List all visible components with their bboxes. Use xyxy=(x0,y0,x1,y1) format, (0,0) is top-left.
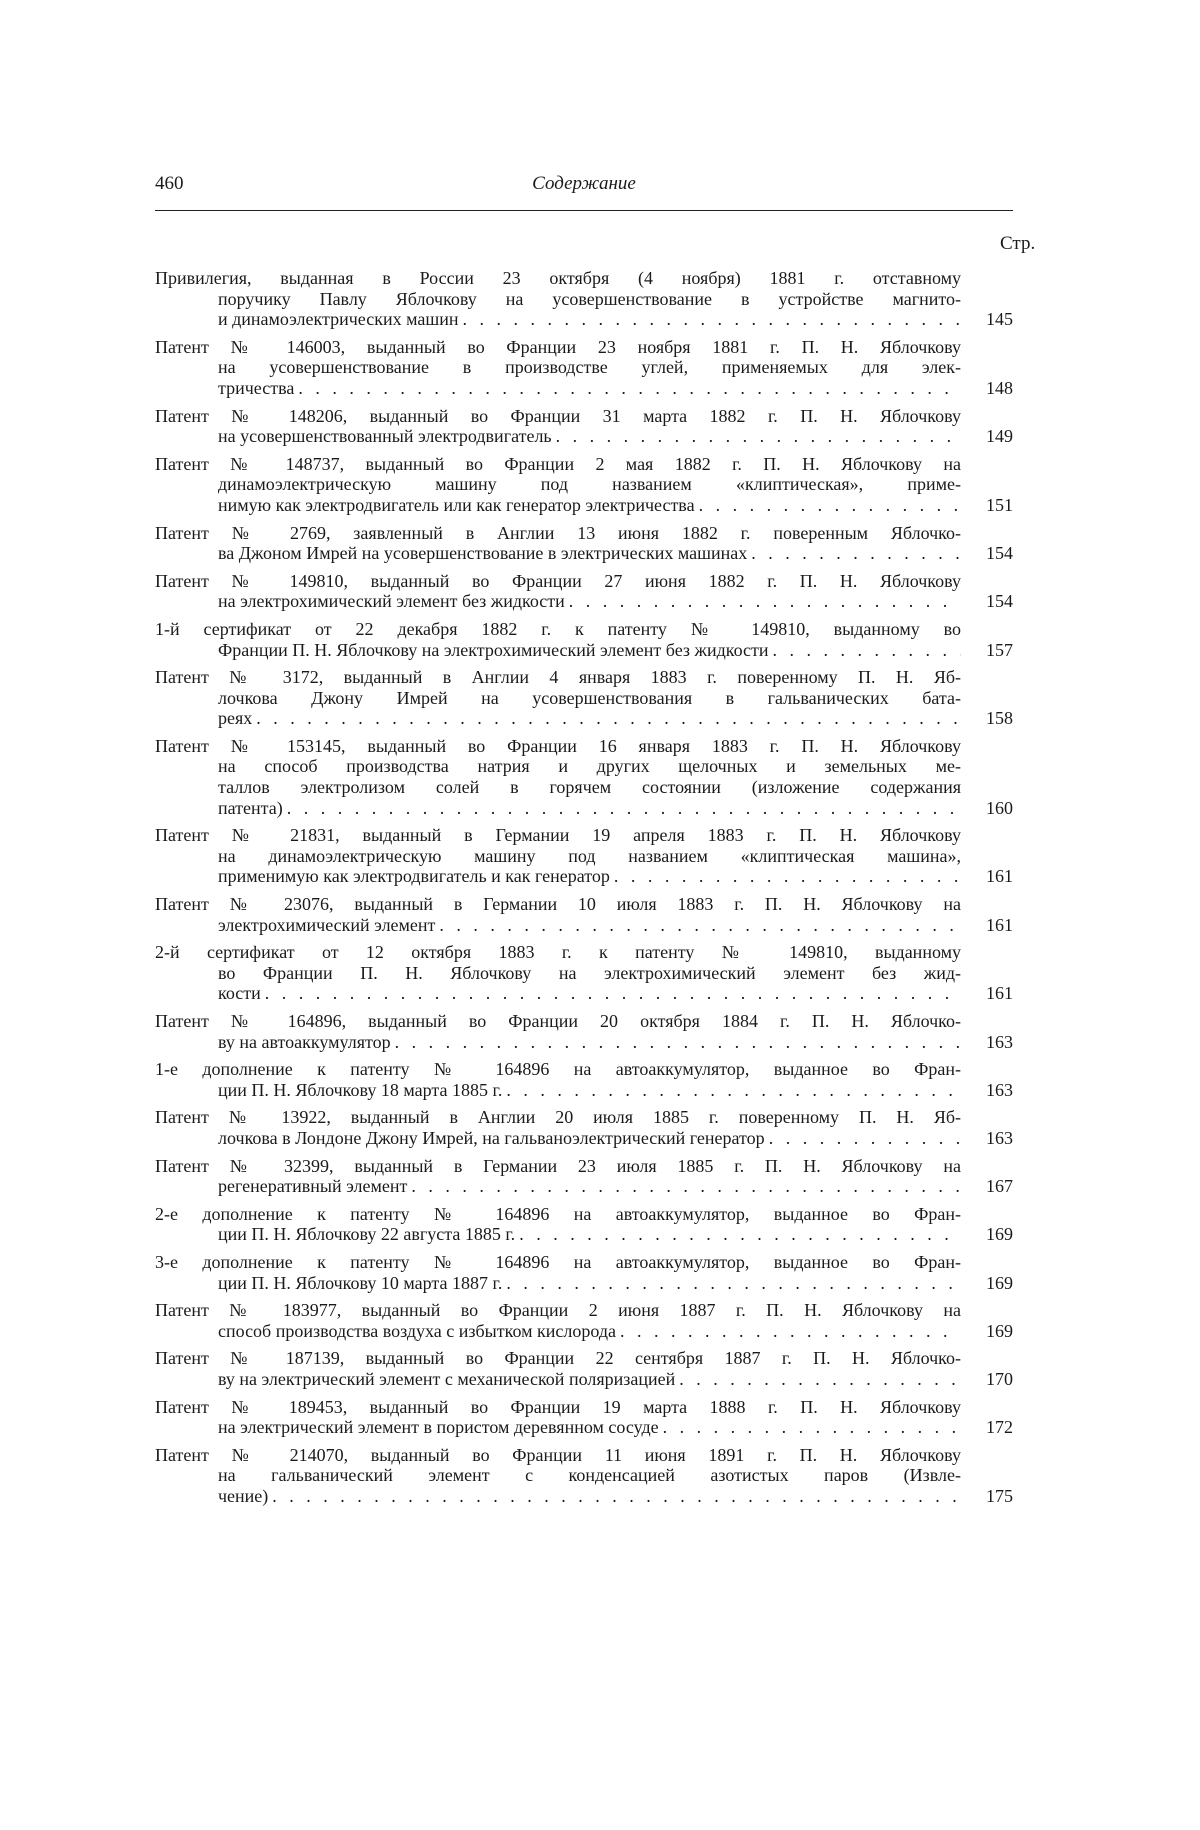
dot-leader xyxy=(614,866,961,887)
toc-page-number: 154 xyxy=(986,591,1013,612)
toc-entry xyxy=(155,894,1013,935)
toc-entry xyxy=(155,1445,1013,1507)
toc-entry-line: Патент № 32399, выданный в Германии 23 июля 1885 г. П. Н. Яблочкову на xyxy=(155,1155,961,1176)
dot-leader xyxy=(751,543,961,564)
page-column-label: Стр. xyxy=(1000,233,1036,254)
toc-entry-line: Патент № 3172, выданный в Англии 4 января 1883 г. поверенному П. Н. Яб- xyxy=(155,667,961,688)
toc-entry xyxy=(155,337,1013,399)
toc-entry-text: тричества xyxy=(218,377,295,398)
dot-leader xyxy=(773,640,961,661)
toc-entry xyxy=(155,1348,1013,1389)
toc-page-number: 149 xyxy=(986,426,1013,447)
toc-entry-line: Патент № 148206, выданный во Франции 31 марта 1882 г. П. Н. Яблочкову xyxy=(155,405,961,426)
toc-page-number: 170 xyxy=(986,1368,1013,1389)
toc-page-number: 169 xyxy=(986,1320,1013,1341)
toc-entry-line xyxy=(155,1128,1013,1149)
toc-entry-line: на усовершенствование в производстве углей, применяемых для элек- xyxy=(218,357,961,378)
toc-entry xyxy=(155,942,1013,1004)
toc-entry-line: Привилегия, выданная в России 23 октября (4 ноября) 1881 г. отставному xyxy=(155,268,961,288)
toc-entry-line: Патент № 148737, выданный во Франции 2 мая 1882 г. П. Н. Яблочкову на xyxy=(155,453,961,474)
toc-page-number: 160 xyxy=(986,797,1013,818)
toc-entry-line xyxy=(155,798,1013,819)
toc-entry-line: Патент № 2769, заявленный в Англии 13 июня 1882 г. поверенным Яблочко- xyxy=(155,522,961,543)
toc-entry xyxy=(155,1300,1013,1341)
toc-page-number: 169 xyxy=(986,1224,1013,1245)
toc-entry-line xyxy=(155,591,1013,612)
toc-page-number: 169 xyxy=(986,1272,1013,1293)
toc-entry xyxy=(155,523,1013,564)
dot-leader xyxy=(411,1176,961,1197)
dot-leader xyxy=(699,495,961,516)
toc-entry-line xyxy=(155,866,1013,887)
toc-entry-line xyxy=(155,426,1013,447)
toc-page-number: 148 xyxy=(986,377,1013,398)
page-number: 460 xyxy=(155,173,184,194)
toc-entry xyxy=(155,1156,1013,1197)
toc-entry-text: регенеративный элемент xyxy=(218,1176,408,1197)
toc-entry xyxy=(155,825,1013,887)
toc-entry-line: на динамоэлектрическую машину под названием «клиптическая машина», xyxy=(218,845,961,866)
toc-entry-line: Патент № 183977, выданный во Франции 2 июня 1887 г. П. Н. Яблочкову на xyxy=(155,1300,961,1321)
toc-entry xyxy=(155,1397,1013,1438)
dot-leader xyxy=(769,1128,961,1149)
toc-entry-line xyxy=(155,1321,1013,1342)
toc-entry-text: ву на автоаккумулятор xyxy=(218,1031,391,1052)
toc-page-number: 175 xyxy=(986,1485,1013,1506)
toc-entry-line xyxy=(155,543,1013,564)
toc-entry-line xyxy=(155,708,1013,729)
toc-entry-line xyxy=(155,640,1013,661)
toc-entry-text: кости xyxy=(218,983,261,1004)
dot-leader xyxy=(256,708,961,729)
toc-entry-text: на электрохимический элемент без жидкости xyxy=(218,591,565,612)
toc-page-number: 163 xyxy=(986,1127,1013,1148)
toc-entry-text: реях xyxy=(218,708,253,729)
toc-entry-line: таллов электролизом солей в горячем состоянии (изложение содержания xyxy=(218,777,961,798)
toc-entry-text: лочкова в Лондоне Джону Имрей, на гальваноэлектрический генератор xyxy=(218,1127,765,1148)
toc-entry-line: динамоэлектрическую машину под названием «клиптическая», приме- xyxy=(218,474,961,495)
toc-entry-text: и динамоэлектрических машин xyxy=(218,309,459,330)
toc-page-number: 145 xyxy=(986,309,1013,330)
toc-entry-text: нимую как электродвигатель или как генератор электричества xyxy=(218,494,695,515)
toc-entry-text: ции П. Н. Яблочкову 22 августа 1885 г. xyxy=(218,1224,516,1245)
dot-leader xyxy=(506,1080,961,1101)
dot-leader xyxy=(556,426,961,447)
toc-entry-line: поручику Павлу Яблочкову на усовершенствование в устройстве магнито- xyxy=(218,288,961,309)
toc-entry-line: Патент № 153145, выданный во Франции 16 января 1883 г. П. Н. Яблочкову xyxy=(155,735,961,756)
dot-leader xyxy=(569,591,961,612)
toc-entry-text: чение) xyxy=(218,1485,269,1506)
toc-entry-line: Патент № 214070, выданный во Франции 11 июня 1891 г. П. Н. Яблочкову xyxy=(155,1444,961,1465)
toc-entry-text: патента) xyxy=(218,797,283,818)
toc-entry-line: Патент № 23076, выданный в Германии 10 июля 1883 г. П. Н. Яблочкову на xyxy=(155,894,961,915)
toc-entry xyxy=(155,1107,1013,1148)
toc-entry-text: ции П. Н. Яблочкову 10 марта 1887 г. xyxy=(218,1272,503,1293)
toc-entry-line: Патент № 13922, выданный в Англии 20 июля 1885 г. поверенному П. Н. Яб- xyxy=(155,1107,961,1128)
toc-entry-text: способ производства воздуха с избытком кислорода xyxy=(218,1320,616,1341)
toc-entry-line: 2-й сертификат от 12 октября 1883 г. к патенту № 149810, выданному xyxy=(155,942,961,963)
toc-page-number: 157 xyxy=(986,639,1013,660)
toc-entry-text: ва Джоном Имрей на усовершенствование в электрических машинах xyxy=(218,543,748,564)
toc-page-number: 161 xyxy=(986,983,1013,1004)
toc-entry-line xyxy=(155,1273,1013,1294)
toc-page-number: 172 xyxy=(986,1417,1013,1438)
toc-page-number: 151 xyxy=(986,494,1013,515)
dot-leader xyxy=(519,1224,961,1245)
toc-entry xyxy=(155,1059,1013,1100)
toc-entry-line xyxy=(155,309,1013,330)
toc-entry-text: ции П. Н. Яблочкову 18 марта 1885 г. xyxy=(218,1079,503,1100)
toc-entry xyxy=(155,454,1013,516)
dot-leader xyxy=(298,378,961,399)
table-of-contents xyxy=(155,268,1013,1513)
toc-entry-text: Франции П. Н. Яблочкову на электрохимический элемент без жидкости xyxy=(218,639,769,660)
toc-entry-line xyxy=(155,1080,1013,1101)
dot-leader xyxy=(679,1369,961,1390)
toc-entry xyxy=(155,736,1013,818)
toc-entry-line: Патент № 21831, выданный в Германии 19 апреля 1883 г. П. Н. Яблочкову xyxy=(155,825,961,846)
toc-entry-line xyxy=(155,1032,1013,1053)
toc-entry-line: 2-е дополнение к патенту № 164896 на автоаккумулятор, выданное во Фран- xyxy=(155,1203,961,1224)
toc-entry-line: во Франции П. Н. Яблочкову на электрохимический элемент без жид- xyxy=(218,962,961,983)
toc-entry-line xyxy=(155,1369,1013,1390)
toc-entry-line xyxy=(155,1417,1013,1438)
toc-entry xyxy=(155,619,1013,660)
dot-leader xyxy=(439,915,961,936)
toc-entry-text: электрохимический элемент xyxy=(218,914,436,935)
toc-entry xyxy=(155,1011,1013,1052)
running-title: Содержание xyxy=(532,173,636,194)
toc-entry-line: на гальванический элемент с конденсацией азотистых паров (Извле- xyxy=(218,1465,961,1486)
toc-entry-line xyxy=(155,378,1013,399)
toc-page-number: 161 xyxy=(986,914,1013,935)
toc-entry xyxy=(155,667,1013,729)
toc-entry-line: Патент № 164896, выданный во Франции 20 октября 1884 г. П. Н. Яблочко- xyxy=(155,1011,961,1031)
toc-entry xyxy=(155,1204,1013,1245)
dot-leader xyxy=(287,798,961,819)
toc-entry xyxy=(155,571,1013,612)
toc-entry-line: лочкова Джону Имрей на усовершенствования в гальванических бата- xyxy=(218,687,961,708)
toc-entry-line xyxy=(155,983,1013,1004)
toc-entry-line xyxy=(155,1176,1013,1197)
dot-leader xyxy=(506,1273,961,1294)
toc-page-number: 163 xyxy=(986,1031,1013,1052)
toc-entry-line: Патент № 146003, выданный во Франции 23 ноября 1881 г. П. Н. Яблочкову xyxy=(155,336,961,357)
toc-entry-line xyxy=(155,915,1013,936)
toc-entry-line xyxy=(155,495,1013,516)
dot-leader xyxy=(463,309,962,330)
toc-entry xyxy=(155,268,1013,330)
page-header xyxy=(155,170,1013,211)
toc-page-number: 161 xyxy=(986,866,1013,887)
toc-entry-text: на электрический элемент в пористом деревянном сосуде xyxy=(218,1417,659,1438)
toc-entry-line: 1-е дополнение к патенту № 164896 на автоаккумулятор, выданное во Фран- xyxy=(155,1059,961,1080)
toc-entry xyxy=(155,1252,1013,1293)
toc-entry-line xyxy=(155,1486,1013,1507)
dot-leader xyxy=(663,1417,961,1438)
toc-entry-line: Патент № 149810, выданный во Франции 27 июня 1882 г. П. Н. Яблочкову xyxy=(155,570,961,591)
dot-leader xyxy=(620,1321,961,1342)
toc-entry-line: 1-й сертификат от 22 декабря 1882 г. к патенту № 149810, выданному во xyxy=(155,618,961,639)
toc-entry-line xyxy=(155,1224,1013,1245)
toc-entry-line: Патент № 189453, выданный во Франции 19 марта 1888 г. П. Н. Яблочкову xyxy=(155,1396,961,1417)
toc-entry-text: на усовершенствованный электродвигатель xyxy=(218,426,552,447)
toc-entry-text: ву на электрический элемент с механической поляризацией xyxy=(218,1368,676,1389)
toc-entry xyxy=(155,406,1013,447)
toc-page-number: 154 xyxy=(986,543,1013,564)
toc-entry-text: применимую как электродвигатель и как генератор xyxy=(218,866,610,887)
toc-page-number: 158 xyxy=(986,708,1013,729)
dot-leader xyxy=(395,1032,961,1053)
dot-leader xyxy=(265,983,961,1004)
toc-page-number: 167 xyxy=(986,1176,1013,1197)
toc-entry-line: Патент № 187139, выданный во Франции 22 сентября 1887 г. П. Н. Яблочко- xyxy=(155,1348,961,1369)
toc-page-number: 163 xyxy=(986,1079,1013,1100)
toc-entry-line: на способ производства натрия и других щелочных и земельных ме- xyxy=(218,756,961,777)
toc-entry-line: 3-е дополнение к патенту № 164896 на автоаккумулятор, выданное во Фран- xyxy=(155,1251,961,1272)
dot-leader xyxy=(272,1486,961,1507)
